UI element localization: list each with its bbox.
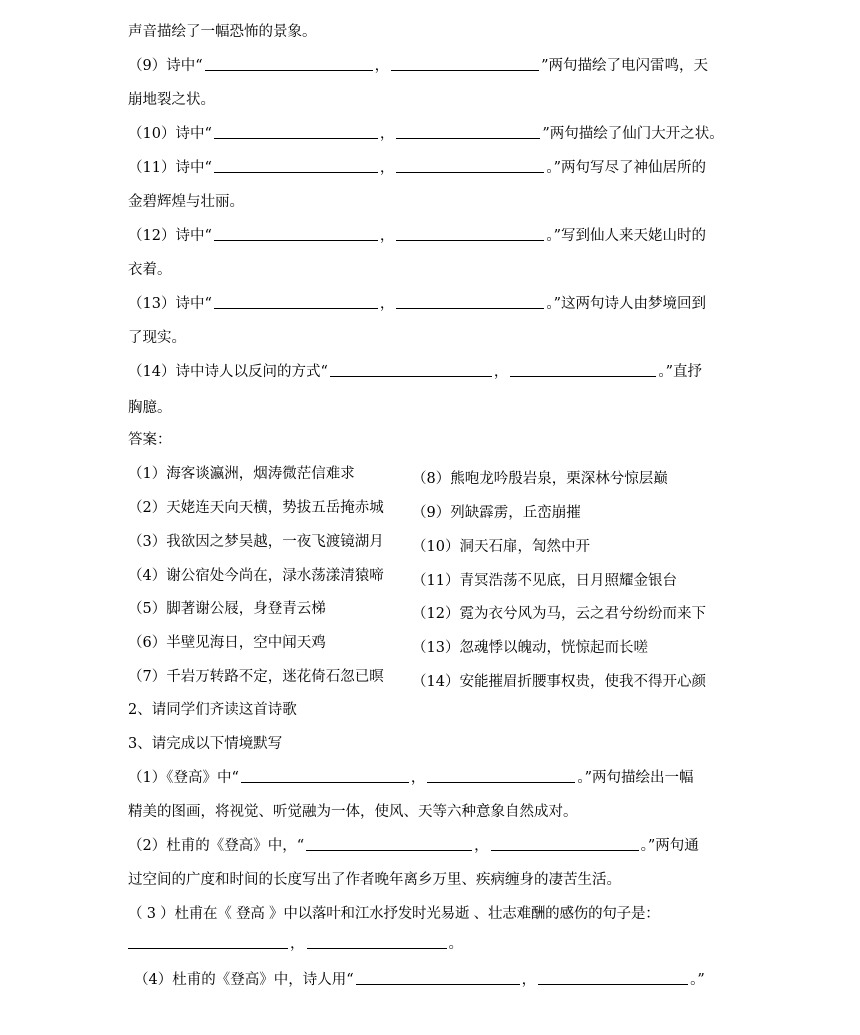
answer-blank[interactable] xyxy=(510,362,656,377)
question-13 xyxy=(128,294,706,314)
answer-blank[interactable] xyxy=(396,158,544,173)
question-prefix: （10）诗中“ xyxy=(128,126,212,142)
question-suffix: ”两句描绘了仙门大开之状。 xyxy=(542,126,724,142)
answer-blank[interactable] xyxy=(241,768,409,783)
question-prefix: （11）诗中“ xyxy=(128,160,212,176)
question-prefix: （1）《登高》中“ xyxy=(128,770,239,786)
text-line: 声音描绘了一幅恐怖的景象。 xyxy=(128,24,317,40)
answer-blank[interactable] xyxy=(491,836,639,851)
section-heading: 3、请完成以下情境默写 xyxy=(128,736,283,752)
question-10 xyxy=(128,124,724,144)
answer-item: （9）列缺霹雳，丘峦崩摧 xyxy=(412,505,581,521)
section-heading: 2、请同学们齐读这首诗歌 xyxy=(128,702,297,718)
answer-item: （5）脚著谢公屐，身登青云梯 xyxy=(128,601,326,617)
answer-item: （8）熊咆龙吟殷岩泉，栗深林兮惊层巅 xyxy=(412,471,668,487)
question-prefix: （2）杜甫的《登高》中，“ xyxy=(128,838,305,854)
question-11 xyxy=(128,158,706,178)
answer-blank[interactable] xyxy=(306,836,472,851)
comma: ， xyxy=(379,228,395,244)
period: 。 xyxy=(448,936,463,952)
question-14 xyxy=(128,362,702,382)
answer-item: （6）半壁见海日，空中闻天鸡 xyxy=(128,635,326,651)
dictation-3: （ 3 ）杜甫在《 登高 》中以落叶和江水抒发时光易逝 、壮志难酬的感伤的句子是： xyxy=(128,906,660,922)
text-line: 精美的图画，将视觉、听觉融为一体，使风、天等六种意象自然成对。 xyxy=(128,804,578,820)
question-prefix: （9）诗中“ xyxy=(128,58,203,74)
answer-item: （11）青冥浩荡不见底，日月照耀金银台 xyxy=(412,573,677,589)
question-12 xyxy=(128,226,706,246)
question-suffix: 。”直抒 xyxy=(658,364,703,380)
comma: ， xyxy=(290,936,305,952)
question-suffix: 。”写到仙人来天姥山时的 xyxy=(546,228,707,244)
question-9 xyxy=(128,56,708,76)
question-suffix: 。”两句写尽了神仙居所的 xyxy=(546,160,707,176)
question-suffix: 。”两句通 xyxy=(640,838,699,854)
text-line: 了现实。 xyxy=(128,330,186,346)
question-prefix: （12）诗中“ xyxy=(128,228,212,244)
answer-blank[interactable] xyxy=(214,124,378,139)
question-prefix: （4）杜甫的《登高》中，诗人用“ xyxy=(134,972,354,988)
answer-item: （3）我欲因之梦吴越，一夜飞渡镜湖月 xyxy=(128,534,384,550)
answer-blank[interactable] xyxy=(538,970,688,985)
answer-heading: 答案： xyxy=(128,432,172,448)
question-suffix: 。”这两句诗人由梦境回到 xyxy=(546,296,707,312)
answer-blank[interactable] xyxy=(356,970,520,985)
answer-blank[interactable] xyxy=(214,226,378,241)
answer-blank[interactable] xyxy=(396,226,544,241)
answer-blank[interactable] xyxy=(427,768,575,783)
answer-blank[interactable] xyxy=(214,158,378,173)
answer-blank[interactable] xyxy=(128,934,288,949)
comma: ， xyxy=(379,160,395,176)
answer-blank[interactable] xyxy=(214,294,378,309)
comma: ， xyxy=(379,126,395,142)
question-suffix: 。” xyxy=(690,972,705,988)
text-line: 金碧辉煌与壮丽。 xyxy=(128,194,244,210)
comma: ， xyxy=(493,364,509,380)
dictation-1 xyxy=(128,768,694,788)
answer-blank[interactable] xyxy=(330,362,492,377)
text-line: 衣着。 xyxy=(128,262,172,278)
answer-item: （4）谢公宿处今尚在，渌水荡漾清猿啼 xyxy=(128,568,384,584)
text-line: 过空间的广度和时间的长度写出了作者晚年离乡万里、疾病缠身的凄苦生活。 xyxy=(128,872,621,888)
answer-item: （1）海客谈瀛洲，烟涛微茫信难求 xyxy=(128,466,355,482)
comma: ， xyxy=(374,58,390,74)
dictation-2 xyxy=(128,836,699,856)
dictation-3-blanks xyxy=(128,934,463,954)
answer-item: （12）霓为衣兮风为马，云之君兮纷纷而来下 xyxy=(412,606,706,622)
answer-item: （14）安能摧眉折腰事权贵，使我不得开心颜 xyxy=(412,674,706,690)
text-line: 崩地裂之状。 xyxy=(128,92,215,108)
answer-blank[interactable] xyxy=(205,56,373,71)
question-prefix: （13）诗中“ xyxy=(128,296,212,312)
dictation-4 xyxy=(134,970,705,990)
comma: ， xyxy=(379,296,395,312)
comma: ， xyxy=(474,838,489,854)
answer-blank[interactable] xyxy=(307,934,447,949)
answer-item: （13）忽魂悸以魄动，恍惊起而长嗟 xyxy=(412,640,648,656)
answer-item: （7）千岩万转路不定，迷花倚石忽已暝 xyxy=(128,669,384,685)
comma: ， xyxy=(410,770,426,786)
text-line: 胸臆。 xyxy=(128,400,172,416)
question-prefix: （14）诗中诗人以反问的方式“ xyxy=(128,364,328,380)
question-suffix: ”两句描绘了电闪雷鸣，天 xyxy=(541,58,709,74)
answer-blank[interactable] xyxy=(396,124,540,139)
answer-blank[interactable] xyxy=(391,56,539,71)
answer-item: （10）洞天石扉，訇然中开 xyxy=(412,539,590,555)
answer-blank[interactable] xyxy=(396,294,544,309)
question-suffix: 。”两句描绘出一幅 xyxy=(577,770,694,786)
comma: ， xyxy=(521,972,537,988)
answer-item: （2）天姥连天向天横，势拔五岳掩赤城 xyxy=(128,500,384,516)
